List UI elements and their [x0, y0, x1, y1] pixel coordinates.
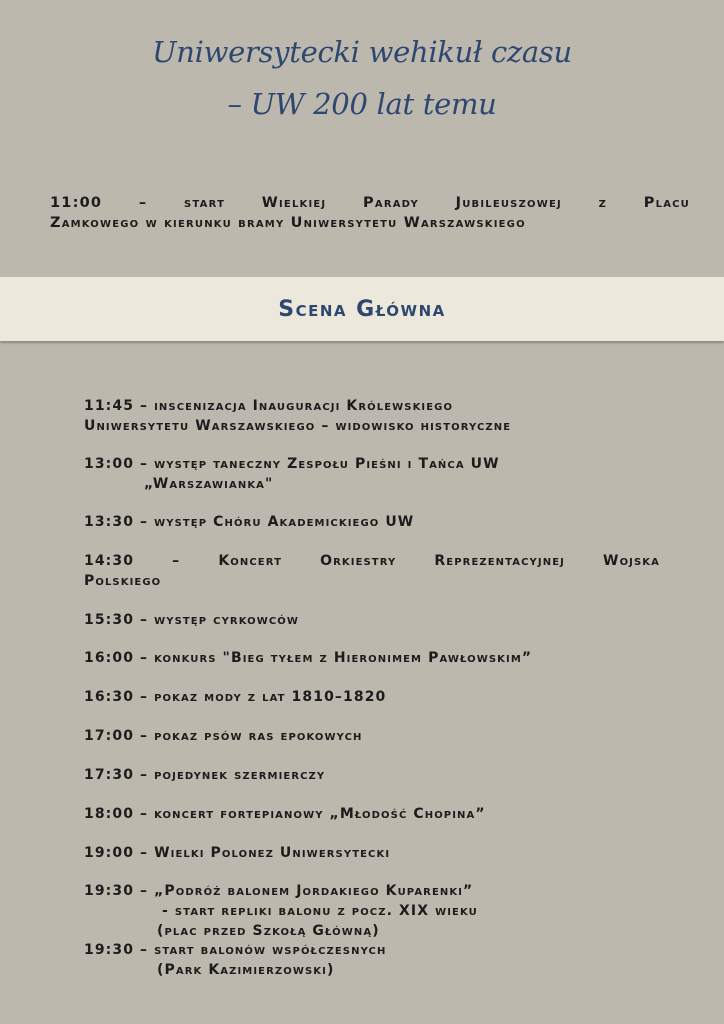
schedule-item: [84, 610, 660, 630]
schedule-item: [84, 765, 660, 785]
schedule-item: [84, 843, 660, 863]
schedule-item: [84, 726, 660, 746]
stage-banner: [0, 277, 724, 341]
schedule-item-line: Uniwersytetu Warszawskiego – widowisko historyczne: [84, 418, 512, 434]
intro-parade: [50, 193, 690, 233]
schedule-item-line: 16:30 – pokaz mody z lat 1810–1820: [84, 689, 387, 705]
schedule-item-line: Polskiego: [84, 573, 162, 589]
schedule-item-line: 15:30 – występ cyrkowców: [84, 612, 300, 628]
schedule-item-line: 19:00 – Wielki Polonez Uniwersytecki: [84, 845, 391, 861]
stage-heading: Scena Główna: [278, 296, 446, 322]
schedule-item-line: 14:30 – Koncert Orkiestry Reprezentacyjnej Wojska: [84, 553, 660, 569]
schedule-item: [84, 454, 660, 494]
schedule-item: [84, 687, 660, 707]
schedule-item: [84, 804, 660, 824]
title-line-1: Uniwersytecki wehikuł czasu: [152, 35, 572, 69]
schedule-item-line: (plac przed Szkołą Główną): [157, 923, 380, 939]
schedule-item: [84, 512, 660, 532]
intro-line-2: Zamkowego w kierunku bramy Uniwersytetu Warszawskiego: [50, 215, 526, 231]
schedule-item: [84, 940, 660, 980]
schedule-item-line: 16:00 – konkurs "Bieg tyłem z Hieronimem Pawłowskim”: [84, 650, 533, 666]
title-line-2: – UW 200 lat temu: [227, 87, 497, 121]
schedule-item-line: 13:00 – występ taneczny Zespołu Pieśni i Tańca UW: [84, 456, 500, 472]
schedule-item-line: (Park Kazimierzowski): [157, 962, 335, 978]
schedule-item-line: 19:30 – „Podróż balonem Jordakiego Kuparenki”: [84, 883, 474, 899]
schedule-item: [84, 881, 660, 941]
schedule-item-line: 11:45 – inscenizacja Inauguracji Królewskiego: [84, 398, 454, 414]
schedule-item-line: - start repliki balonu z pocz. XIX wieku: [162, 903, 478, 919]
schedule-item-line: „Warszawianka": [144, 476, 274, 492]
schedule-item: [84, 396, 660, 436]
schedule-item-line: 17:30 – pojedynek szermierczy: [84, 767, 326, 783]
schedule-item: [84, 648, 660, 668]
poster-title: [0, 26, 724, 130]
schedule-item-line: 17:00 – pokaz psów ras epokowych: [84, 728, 363, 744]
schedule-item: [84, 551, 660, 591]
schedule-item-line: 19:30 – start balonów współczesnych: [84, 942, 387, 958]
schedule-item-line: 13:30 – występ Chóru Akademickiego UW: [84, 514, 415, 530]
intro-line-1: 11:00 – start Wielkiej Parady Jubileuszowej z Placu: [50, 195, 690, 211]
schedule-item-line: 18:00 – koncert fortepianowy „Młodość Chopina”: [84, 806, 486, 822]
